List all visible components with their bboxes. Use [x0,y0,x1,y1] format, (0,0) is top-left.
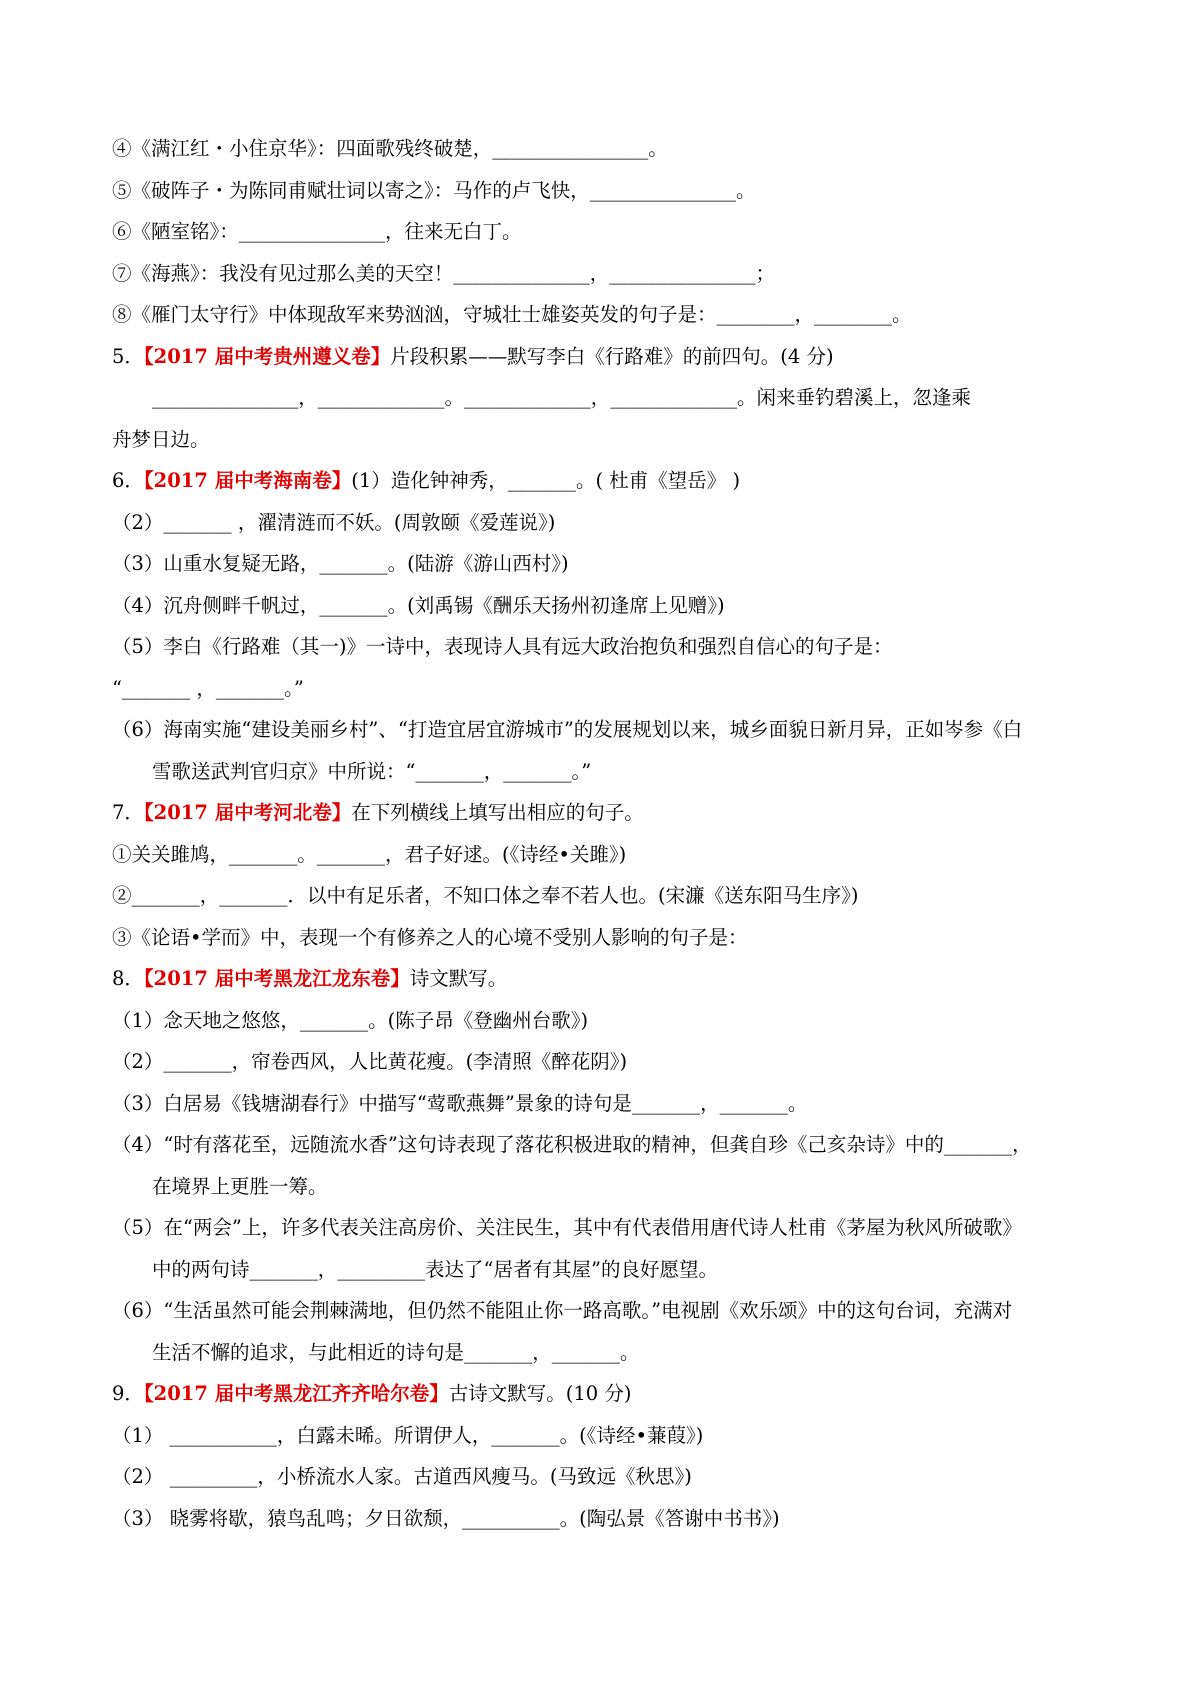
document-page [112,128,1112,1539]
text-line [112,1124,1112,1166]
line-text: ⑧《雁门太守行》中体现敌军来势汹汹，守城壮士雄姿英发的句子是：________，________。 [112,303,912,326]
source-tag: 【2017 届中考河北卷】 [143,801,352,824]
text-line [112,543,1112,585]
line-text: 6． [112,469,144,492]
text-line [112,1207,1112,1249]
text-line [112,1249,1112,1291]
line-text: (1）造化钟神秀，_______。( 杜甫《望岳》 ) [351,469,741,492]
text-line [112,460,1112,502]
line-text: （5）李白《行路难（其一)》一诗中，表现诗人具有远大政治抱负和强烈自信心的句子是： [112,635,893,658]
line-text: ②_______，_______．以中有足乐者，不知口体之奉不若人也。(宋濂《送东阳马生序》) [112,884,859,907]
text-line [112,1498,1112,1540]
text-line [112,917,1112,959]
line-text: ⑦《海燕》：我没有见过那么美的天空！______________，_______________； [112,261,776,285]
line-text: （3）白居易《钱塘湖春行》中描写“莺歌燕舞”景象的诗句是_______，_______。 [112,1091,808,1115]
text-line [112,1041,1112,1083]
text-line [112,211,1112,253]
text-line [112,336,1112,378]
line-text: 中的两句诗_______，_________表达了“居者有其屋”的良好愿望。 [152,1257,718,1281]
source-tag: 【2017 届中考贵州遵义卷】 [143,344,391,368]
text-line [112,502,1112,544]
text-line [112,419,1112,461]
line-text: （2）_______ ，濯清涟而不妖。(周敦颐《爱莲说》) [112,510,556,534]
line-text: “_______ ，_______。” [112,676,304,700]
text-line [112,1373,1112,1415]
text-line [112,377,1112,419]
line-text: 5． [112,344,144,368]
line-text: 片段积累——默写李白《行路难》的前四句。(4 分) [390,344,834,368]
line-text: （5）在“两会”上，许多代表关注高房价、关注民生，其中有代表借用唐代诗人杜甫《茅屋为秋风所破歌》 [112,1216,1022,1239]
source-tag: 【2017 届中考黑龙江齐齐哈尔卷】 [143,1382,449,1405]
line-text: ⑥《陋室铭》：_______________，往来无白丁。 [112,220,522,243]
text-line [112,751,1112,793]
line-text: （3） 晓雾将歇，猿鸟乱鸣；夕日欲颓，__________。(陶弘景《答谢中书书》) [112,1506,780,1530]
text-line [112,128,1112,170]
text-line [112,1332,1112,1374]
line-text: （3）山重水复疑无路，_______。(陆游《游山西村》) [112,552,569,575]
text-line [112,170,1112,212]
text-line [112,1000,1112,1042]
line-text: ⑤《破阵子・为陈同甫赋壮词以寄之》：马作的卢飞快，_______________。 [112,178,756,202]
text-line [112,875,1112,917]
line-text: 诗文默写。 [409,967,508,990]
line-text: 生活不懈的追求，与此相近的诗句是_______，_______。 [152,1340,640,1364]
text-line [112,1083,1112,1125]
line-text: （2）_______，帘卷西风，人比黄花瘦。(李清照《醉花阴》) [112,1050,628,1073]
text-line [112,958,1112,1000]
line-text: 古诗文默写。(10 分) [448,1382,632,1405]
source-tag: 【2017 届中考海南卷】 [143,469,352,492]
line-text: （4）“时有落花至，远随流水香”这句诗表现了落花积极进取的精神，但龚自珍《己亥杂诗》中的_______， [112,1133,1032,1156]
line-text: 雪歌送武判官归京》中所说：“_______，_______。” [152,759,592,783]
line-text: 8． [112,967,144,990]
source-tag: 【2017 届中考黑龙江龙东卷】 [143,967,410,990]
line-text: 在下列横线上填写出相应的句子。 [351,801,644,824]
line-text: ①关关雎鸠，_______。_______，君子好逑。(《诗经•关雎》) [112,842,627,866]
text-line [112,253,1112,295]
line-text: （4）沉舟侧畔千帆过，_______。(刘禹锡《酬乐天扬州初逢席上见赠》) [112,593,725,617]
text-line [112,1456,1112,1498]
line-text: 在境界上更胜一筹。 [152,1174,328,1198]
line-text: （1） ___________，白露未晞。所谓伊人，_______。(《诗经•蒹葭》) [112,1423,704,1447]
line-text: _______________，_____________。_____________，_____________。闲来垂钓碧溪上，忽逢乘 [152,386,972,409]
text-line [112,585,1112,627]
line-text: （2） _________，小桥流水人家。古道西风瘦马。(马致远《秋思》) [112,1465,692,1488]
line-text: 7． [112,801,144,824]
text-line [112,1166,1112,1208]
line-text: ④《满江红・小住京华》：四面歌残终破楚，________________。 [112,137,668,160]
line-text: ③《论语•学而》中，表现一个有修养之人的心境不受别人影响的句子是： [112,925,748,949]
line-text: （6）“生活虽然可能会荆棘满地，但仍然不能阻止你一路高歌。”电视剧《欢乐颂》中的这句台词，充满对 [112,1299,1013,1322]
text-line [112,1290,1112,1332]
line-text: 舟梦日边。 [112,427,210,451]
text-line [112,668,1112,710]
text-line [112,709,1112,751]
text-line [112,1415,1112,1457]
line-text: （6）海南实施“建设美丽乡村”、“打造宜居宜游城市”的发展规划以来，城乡面貌日新月异，正如岑参《白 [112,718,1023,741]
text-line [112,626,1112,668]
line-text: （1）念天地之悠悠，_______。(陈子昂《登幽州台歌》) [112,1008,589,1032]
text-line [112,792,1112,834]
text-line [112,834,1112,876]
line-text: 9． [112,1382,144,1405]
text-line [112,294,1112,336]
